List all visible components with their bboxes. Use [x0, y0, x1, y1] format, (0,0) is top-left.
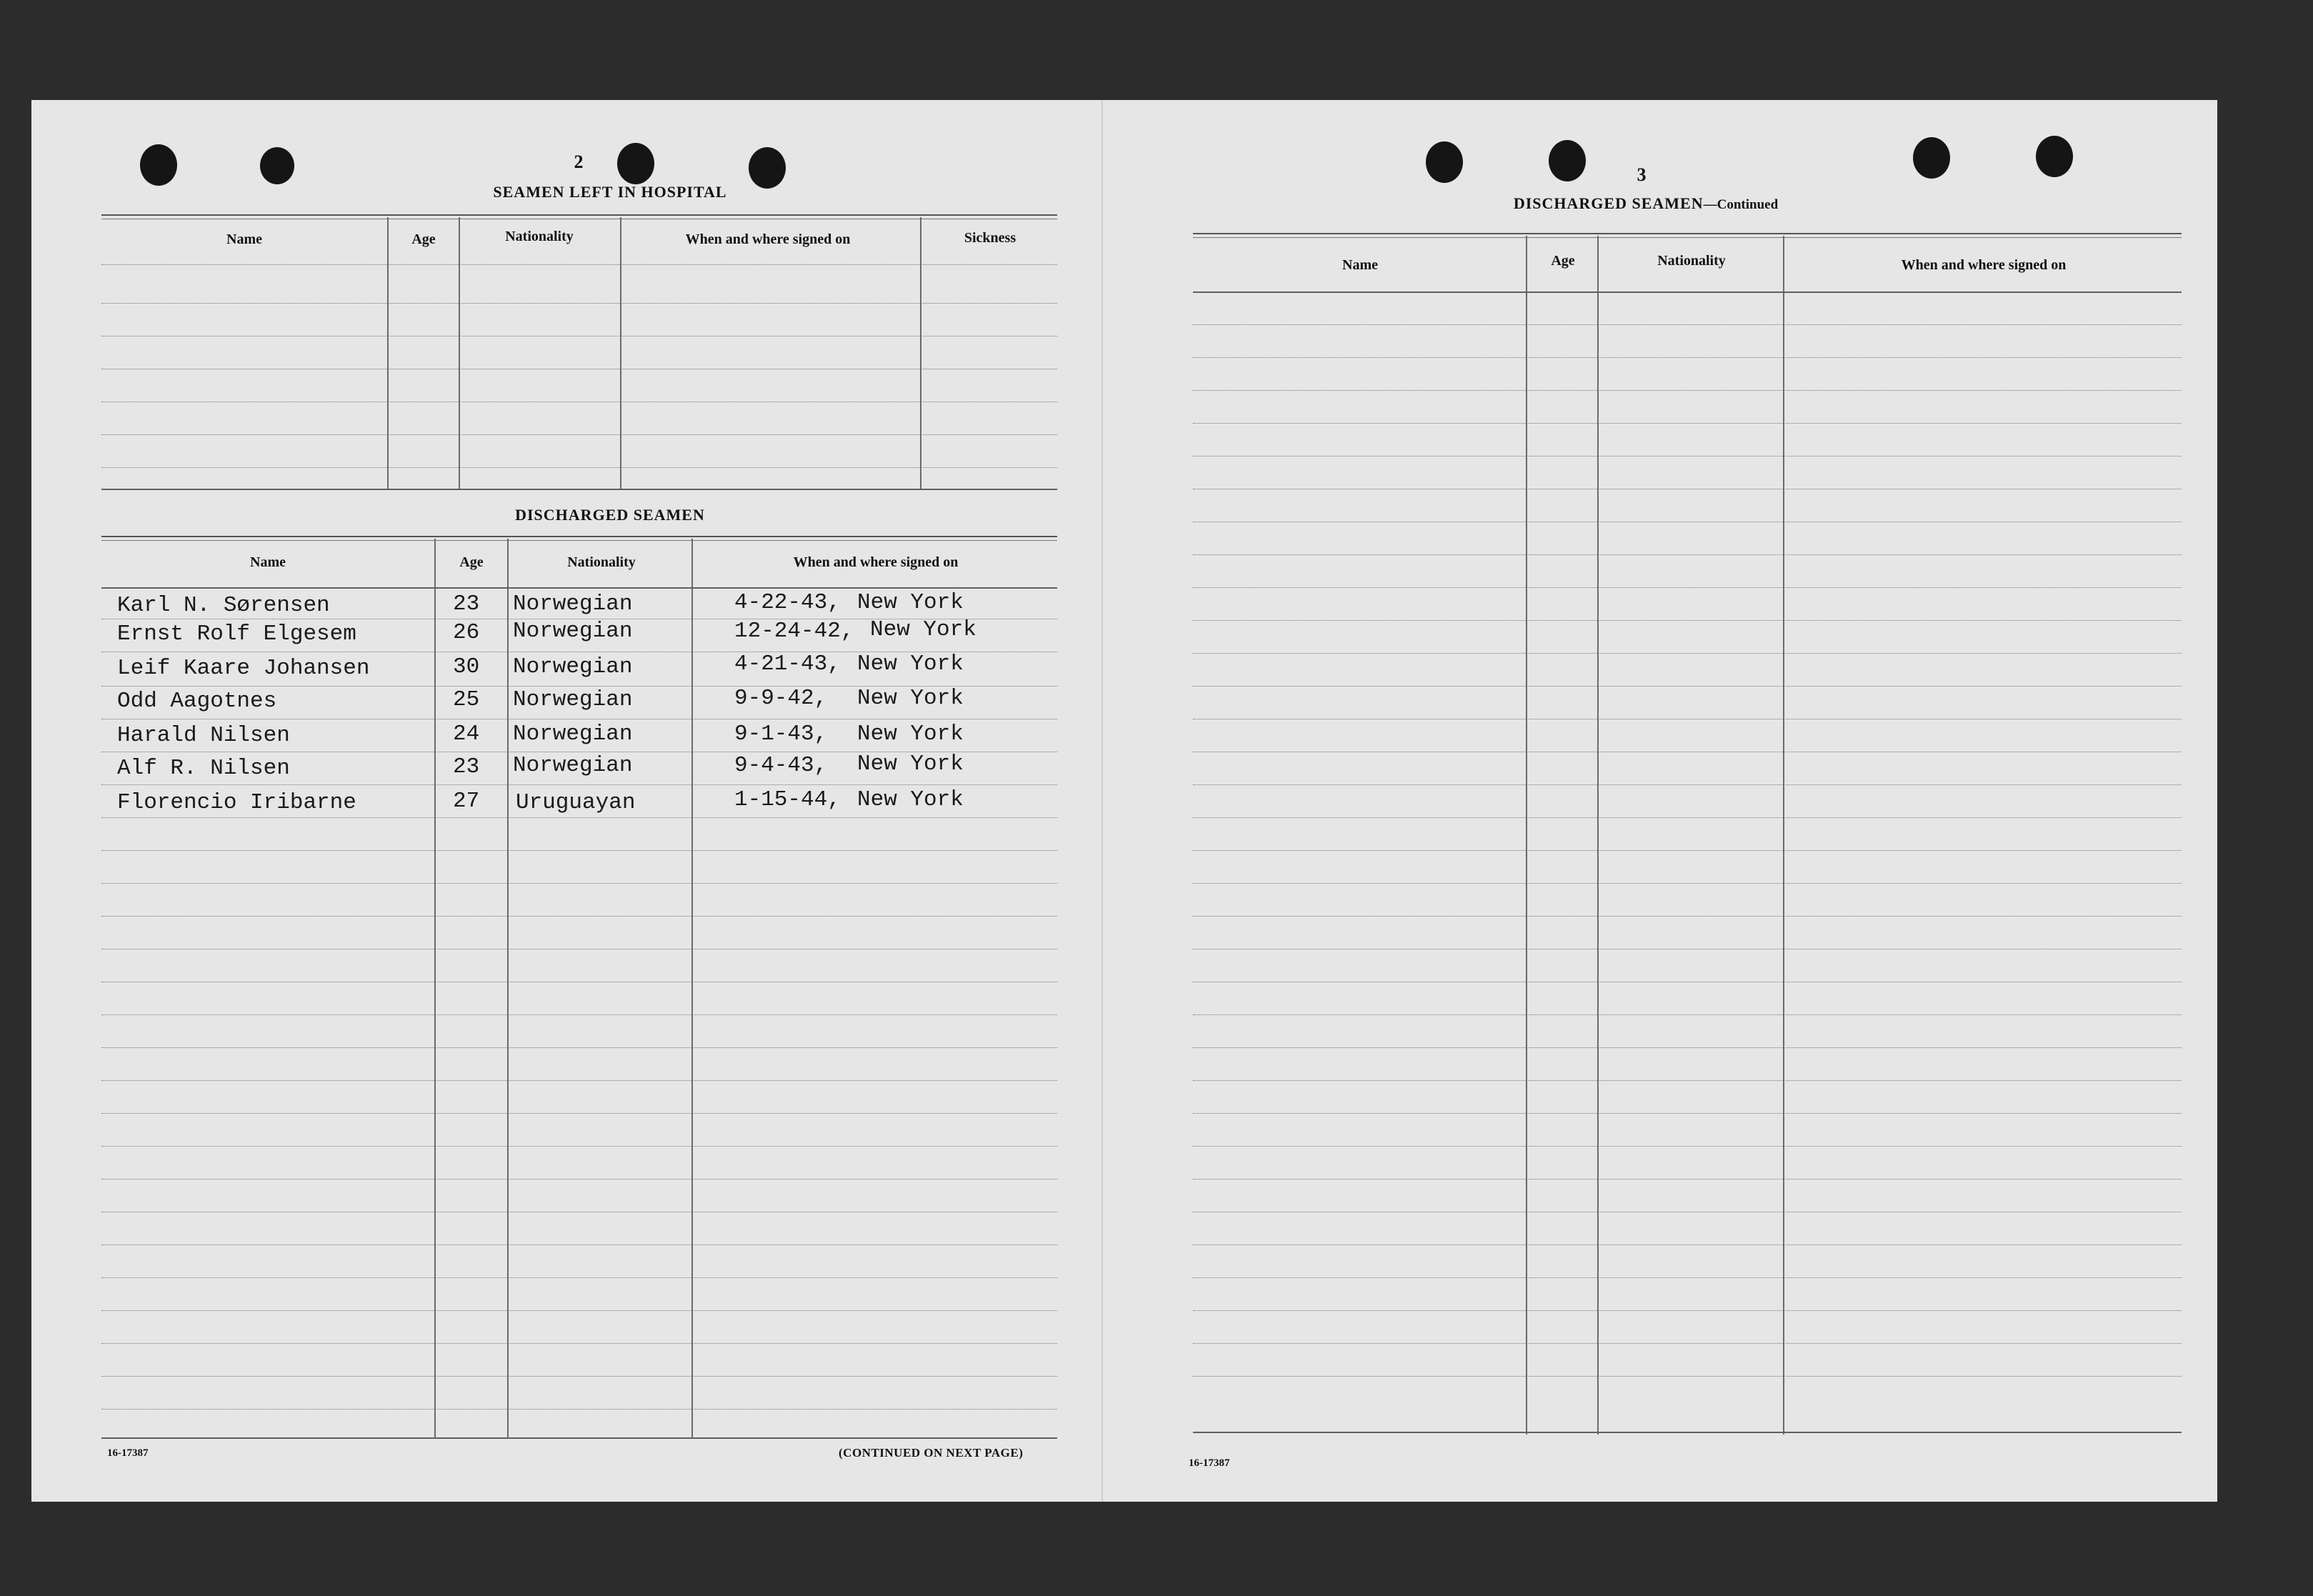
- seaman-age: 27: [453, 789, 480, 814]
- title-text: DISCHARGED SEAMEN: [1513, 194, 1704, 212]
- header-name: Name: [250, 554, 286, 570]
- seaman-name: Leif Kaare Johansen: [117, 656, 370, 681]
- header-nationality: Nationality: [567, 554, 636, 570]
- signed-on-date: 4-21-43,: [734, 652, 841, 677]
- form-number: 16-17387: [107, 1447, 149, 1459]
- page-fold: [1101, 100, 1103, 1502]
- signed-on-place: New York: [870, 617, 976, 642]
- header-signed-on: When and where signed on: [793, 554, 959, 570]
- document-sheet: [31, 100, 2217, 1502]
- seaman-name: Harald Nilsen: [117, 723, 290, 748]
- header-signed-on: When and where signed on: [685, 231, 851, 247]
- seaman-nationality: Uruguayan: [516, 790, 636, 815]
- seaman-name: Odd Aagotnes: [117, 689, 277, 714]
- seaman-nationality: Norwegian: [513, 753, 633, 778]
- signed-on-date: 9-9-42,: [734, 686, 828, 711]
- seaman-age: 25: [453, 687, 480, 712]
- header-sickness: Sickness: [964, 230, 1016, 246]
- seaman-name: Ernst Rolf Elgesem: [117, 622, 356, 647]
- header-nationality: Nationality: [505, 229, 574, 244]
- header-name: Name: [226, 231, 262, 247]
- seaman-name: Karl N. Sørensen: [117, 593, 330, 618]
- signed-on-date: 12-24-42,: [734, 619, 854, 644]
- signed-on-date: 9-1-43,: [734, 722, 828, 747]
- discharged-continued-title: [1460, 194, 1832, 213]
- seaman-age: 26: [453, 620, 480, 645]
- punch-hole: [1549, 140, 1586, 181]
- header-age: Age: [1551, 253, 1575, 269]
- signed-on-date: 9-4-43,: [734, 753, 828, 778]
- discharged-continued-table: [1193, 233, 2182, 1435]
- discharged-table: [101, 536, 1057, 1443]
- page-number: 2: [574, 151, 584, 172]
- seaman-age: 23: [453, 592, 480, 617]
- punch-hole: [260, 147, 294, 184]
- punch-hole: [617, 143, 654, 184]
- signed-on-date: 1-15-44,: [734, 787, 841, 812]
- signed-on-place: New York: [857, 752, 964, 777]
- punch-hole: [1426, 141, 1463, 183]
- header-nationality: Nationality: [1657, 253, 1726, 269]
- signed-on-place: New York: [857, 652, 964, 677]
- header-age: Age: [411, 231, 436, 247]
- signed-on-place: New York: [857, 722, 964, 747]
- title-suffix: —Continued: [1703, 197, 1779, 212]
- seaman-nationality: Norwegian: [513, 592, 633, 617]
- signed-on-place: New York: [857, 590, 964, 615]
- signed-on-place: New York: [857, 686, 964, 711]
- page-number: 3: [1637, 164, 1647, 185]
- seaman-name: Florencio Iribarne: [117, 790, 356, 815]
- discharged-section-title: DISCHARGED SEAMEN: [515, 506, 705, 524]
- punch-hole: [1913, 137, 1950, 179]
- seaman-nationality: Norwegian: [513, 687, 633, 712]
- seaman-name: Alf R. Nilsen: [117, 756, 290, 781]
- header-name: Name: [1342, 257, 1378, 273]
- punch-hole: [2036, 136, 2073, 177]
- seaman-age: 23: [453, 754, 480, 779]
- hospital-section-title: SEAMEN LEFT IN HOSPITAL: [493, 183, 727, 201]
- seaman-nationality: Norwegian: [513, 654, 633, 679]
- seaman-age: 24: [453, 722, 480, 747]
- signed-on-date: 4-22-43,: [734, 590, 841, 615]
- seaman-nationality: Norwegian: [513, 722, 633, 747]
- signed-on-place: New York: [857, 787, 964, 812]
- punch-hole: [140, 144, 177, 186]
- form-number: 16-17387: [1189, 1457, 1230, 1469]
- seaman-nationality: Norwegian: [513, 619, 633, 644]
- header-signed-on: When and where signed on: [1901, 257, 2067, 273]
- seaman-age: 30: [453, 654, 480, 679]
- continued-note: (CONTINUED ON NEXT PAGE): [839, 1446, 1024, 1460]
- header-age: Age: [459, 554, 484, 570]
- hospital-table: [101, 214, 1057, 592]
